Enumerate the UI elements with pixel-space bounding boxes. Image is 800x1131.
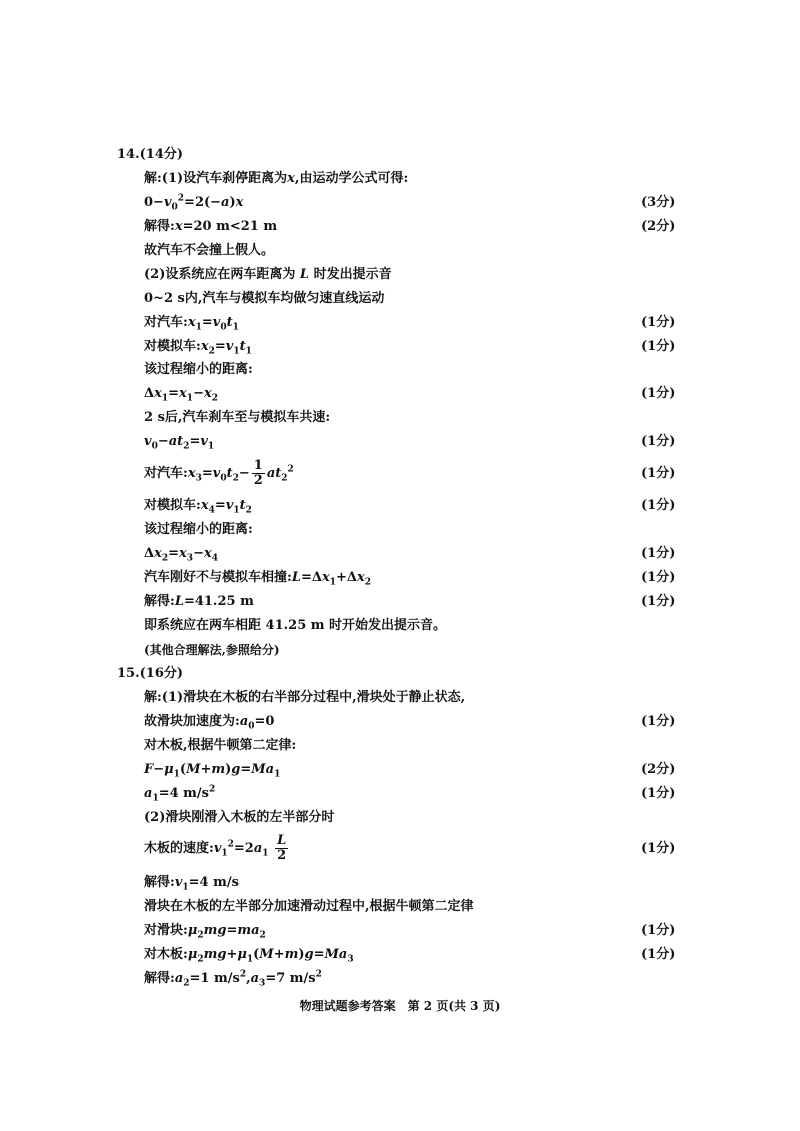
q15-line-6: (2)滑块刚滑入木板的左半部分时 [144, 810, 335, 825]
q14-score-9: (1分) [641, 546, 676, 561]
q15-score-1: (1分) [641, 714, 676, 729]
q15-score-3: (1分) [641, 786, 676, 801]
page-footer: 物理试题参考答案 第 2 页(共 3 页) [299, 999, 501, 1013]
q15-score-6: (1分) [641, 947, 676, 962]
q15-score-5: (1分) [641, 923, 676, 938]
q14-eq-dx1: $\Delta x_1=x_1-x_2$ [144, 386, 218, 404]
q14-header: 14.(14分) [117, 147, 184, 162]
q14-eq-no-collision: 汽车刚好不与模拟车相撞$:L=\Delta x_1+\Delta x_2$ [144, 570, 371, 588]
q14-line-3: 故汽车不会撞上假人。 [144, 243, 275, 258]
q15-score-2: (2分) [641, 762, 676, 777]
q15-eq-board-speed: 木板的速度$:v_1^2=2a_1$ $\frac{L}{2}$ [144, 833, 287, 863]
q15-line-1: 解:(1)滑块在木板的右半部分过程中,滑块处于静止状态, [144, 690, 466, 705]
q15-eq-a2-a3: 解得$:a_2=1$ $m/s^2,a_3=7$ $m/s^2$ [144, 969, 322, 989]
q14-line-8: 该过程缩小的距离: [144, 362, 253, 377]
q14-score-8: (1分) [641, 498, 676, 513]
q14-line-14: 该过程缩小的距离: [144, 522, 253, 537]
q14-score-5: (1分) [641, 386, 676, 401]
q15-eq-slider: 对滑块$:\mu_2mg=ma_2$ [144, 923, 266, 941]
q15-eq-board: 对木板$:\mu_2mg+\mu_1(M+m)g=Ma_3$ [144, 947, 354, 965]
q15-eq-a1: $a_1=4$ $m/s^2$ [144, 784, 216, 804]
q14-eq-1: $0-v_0^2=2(-a)x$ [144, 193, 244, 213]
q15-eq-v1: 解得$:v_1=4$ m/s [144, 875, 239, 893]
q14-eq-car-1: 对汽车$:x_1=v_0t_1$ [144, 315, 239, 333]
q15-score-4: (1分) [641, 841, 676, 856]
q14-eq-sim-1: 对模拟车$:x_2=v_1t_1$ [144, 339, 252, 357]
q14-score-6: (1分) [641, 434, 676, 449]
q15-line-3: 对木板,根据牛顿第二定律: [144, 738, 297, 753]
q14-line-1: 解:(1)设汽车刹停距离为x,由运动学公式可得: [144, 171, 409, 186]
q14-note: (其他合理解法,参照给分) [144, 643, 280, 657]
q14-score-7: (1分) [641, 466, 676, 481]
q14-score-2: (2分) [641, 219, 676, 234]
q14-score-4: (1分) [641, 339, 676, 354]
q14-line-4: (2)设系统应在两车距离为 L 时发出提示音 [144, 267, 392, 282]
q14-eq-dx2: $\Delta x_2=x_3-x_4$ [144, 546, 218, 564]
q14-eq-car-2: 对汽车$:x_3=v_0t_2-$ $\frac{1}{2}$ $at_2^2$ [144, 458, 294, 488]
q14-conclusion: 即系统应在两车相距 41.25 m 时开始发出提示音。 [144, 618, 447, 633]
q14-score-1: (3分) [641, 195, 676, 210]
q15-eq-newton-1: $F-\mu_1(M+m)g=Ma_1$ [144, 762, 281, 780]
q14-line-10: 2 s后,汽车刹车至与模拟车共速: [144, 410, 331, 425]
q14-score-11: (1分) [641, 594, 676, 609]
q14-score-3: (1分) [641, 315, 676, 330]
q14-line-5: 0~2 s内,汽车与模拟车均做匀速直线运动 [144, 291, 385, 306]
q14-score-10: (1分) [641, 570, 676, 585]
q14-eq-2: 解得:x=20 m<21 m [144, 219, 278, 234]
q15-eq-a0: 故滑块加速度为$:a_0=0$ [144, 714, 275, 732]
q14-eq-common-speed: $v_0-at_2=v_1$ [144, 434, 215, 452]
q14-eq-sim-2: 对模拟车$:x_4=v_1t_2$ [144, 498, 252, 516]
q14-eq-result: 解得:L=41.25 m [144, 594, 254, 609]
q15-header: 15.(16分) [117, 666, 184, 681]
q15-line-9: 滑块在木板的左半部分加速滑动过程中,根据牛顿第二定律 [144, 899, 474, 914]
